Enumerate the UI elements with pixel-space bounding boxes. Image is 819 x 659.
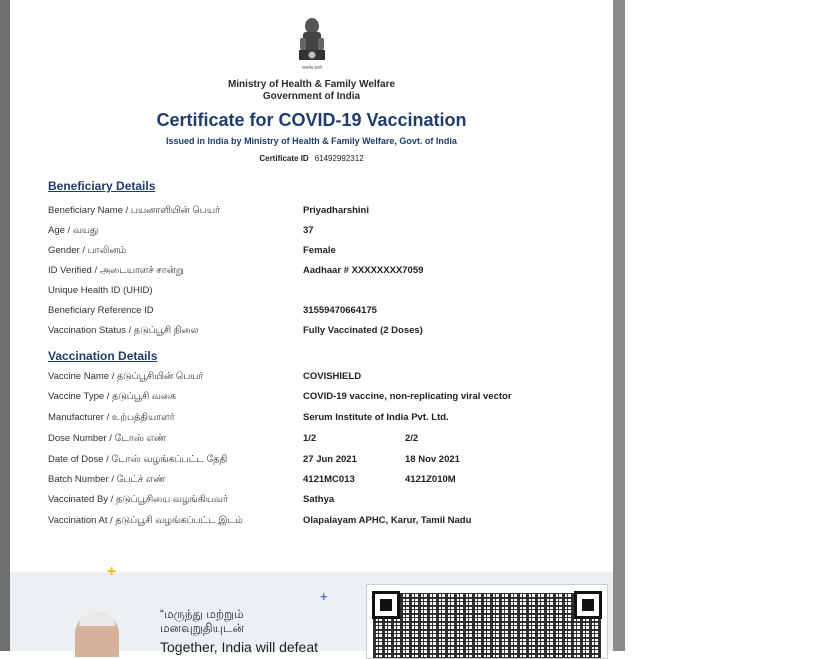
page-title: Certificate for COVID-19 Vaccination: [156, 110, 467, 130]
quote-tamil-line1: “மருந்து மற்றும்: [160, 607, 244, 621]
row-vaccination-at: [48, 515, 608, 529]
row-label: Vaccination At / தடுப்பூசி வழங்கப்பட்ட இடம்: [48, 515, 243, 526]
row-label: Vaccine Type / தடுப்பூசி வகை: [48, 391, 177, 402]
row-value: COVISHIELD: [303, 371, 362, 382]
row-vaccination-status: [48, 325, 608, 339]
qr-finder-top-left: [372, 591, 400, 619]
qr-finder-top-right: [574, 591, 602, 619]
beneficiary-heading: Beneficiary Details: [48, 179, 156, 193]
row-vaccinated-by: [48, 494, 608, 508]
row-label: Vaccine Name / தடுப்பூசியின் பெயர்: [48, 371, 204, 382]
row-value: Sathya: [303, 494, 335, 505]
certificate-id-label: Certificate ID: [259, 154, 309, 163]
row-label: Beneficiary Reference ID: [48, 305, 154, 316]
row-value: Priyadharshini: [303, 205, 369, 216]
row-beneficiary-name: [48, 205, 608, 219]
quote-english: Together, India will defeat: [160, 639, 318, 655]
row-value: 31559470664175: [303, 305, 377, 316]
row-label: Beneficiary Name / பயனாளியின் பெயர்: [48, 205, 220, 216]
quote-tamil: [160, 607, 244, 635]
row-value-dose2: 4121Z010M: [405, 474, 456, 485]
row-value: Olapalayam APHC, Karur, Tamil Nadu: [303, 515, 472, 526]
row-label: Age / வயது: [48, 225, 99, 236]
certificate-id-value: 61492992312: [314, 154, 364, 163]
row-label: Vaccinated By / தடுப்பூசியை வழங்கியவர்: [48, 494, 228, 505]
plus-decoration-icon: +: [107, 563, 117, 580]
row-value: COVID-19 vaccine, non-replicating viral vector: [303, 391, 512, 402]
row-value: Aadhaar # XXXXXXXX7059: [303, 265, 424, 276]
qr-pattern: [373, 593, 601, 659]
portrait-hair: [79, 612, 115, 626]
row-value-dose2: 2/2: [405, 433, 419, 444]
row-vaccine-name: [48, 371, 608, 385]
row-uhid: [48, 285, 608, 299]
certificate-id: [10, 154, 613, 163]
row-id-verified: [48, 265, 608, 279]
row-gender: [48, 245, 608, 259]
row-value: Serum Institute of India Pvt. Ltd.: [303, 412, 449, 423]
row-label: Batch Number / பேட்ச் எண்: [48, 474, 166, 485]
ministry-name: Ministry of Health & Family Welfare: [227, 79, 396, 90]
government-name: Government of India: [262, 91, 361, 102]
row-dose-number: [48, 433, 608, 447]
row-value: Female: [303, 245, 336, 256]
left-gutter: [0, 0, 10, 651]
row-date-of-dose: [48, 454, 608, 468]
row-label: Manufacturer / உற்பத்தியாளர்: [48, 412, 175, 423]
scrollbar[interactable]: [613, 0, 625, 651]
national-emblem-icon: [295, 16, 329, 76]
row-value-dose2: 18 Nov 2021: [405, 454, 460, 465]
row-label: ID Verified / அடையாளச் சான்று: [48, 265, 184, 276]
row-manufacturer: [48, 412, 608, 426]
row-label: Vaccination Status / தடுப்பூசி நிலை: [48, 325, 199, 336]
row-batch-number: [48, 474, 608, 488]
portrait-image: [75, 612, 119, 657]
plus-decoration-icon: +: [320, 589, 328, 604]
row-vaccine-type: [48, 391, 608, 405]
row-value: 4121MC013: [303, 474, 355, 485]
row-value: Fully Vaccinated (2 Doses): [303, 325, 423, 336]
issued-by: Issued in India by Ministry of Health & Family Welfare, Govt. of India: [166, 136, 457, 146]
row-value: 27 Jun 2021: [303, 454, 357, 465]
row-value: 37: [303, 225, 314, 236]
row-label: Date of Dose / டோஸ் வழங்கப்பட்ட தேதி: [48, 454, 228, 465]
emblem-motto: सत्यमेव जयते: [302, 65, 322, 70]
row-label: Gender / பாலினம்: [48, 245, 127, 256]
vaccination-heading: Vaccination Details: [48, 349, 158, 363]
certificate-page: [10, 6, 613, 655]
row-reference-id: [48, 305, 608, 319]
row-age: [48, 225, 608, 239]
quote-tamil-line2: மனவுறுதியுடன்: [160, 621, 245, 635]
row-label: Unique Health ID (UHID): [48, 285, 153, 296]
row-value: 1/2: [303, 433, 317, 444]
row-label: Dose Number / டோஸ் எண்: [48, 433, 167, 444]
qr-code: [366, 584, 608, 659]
